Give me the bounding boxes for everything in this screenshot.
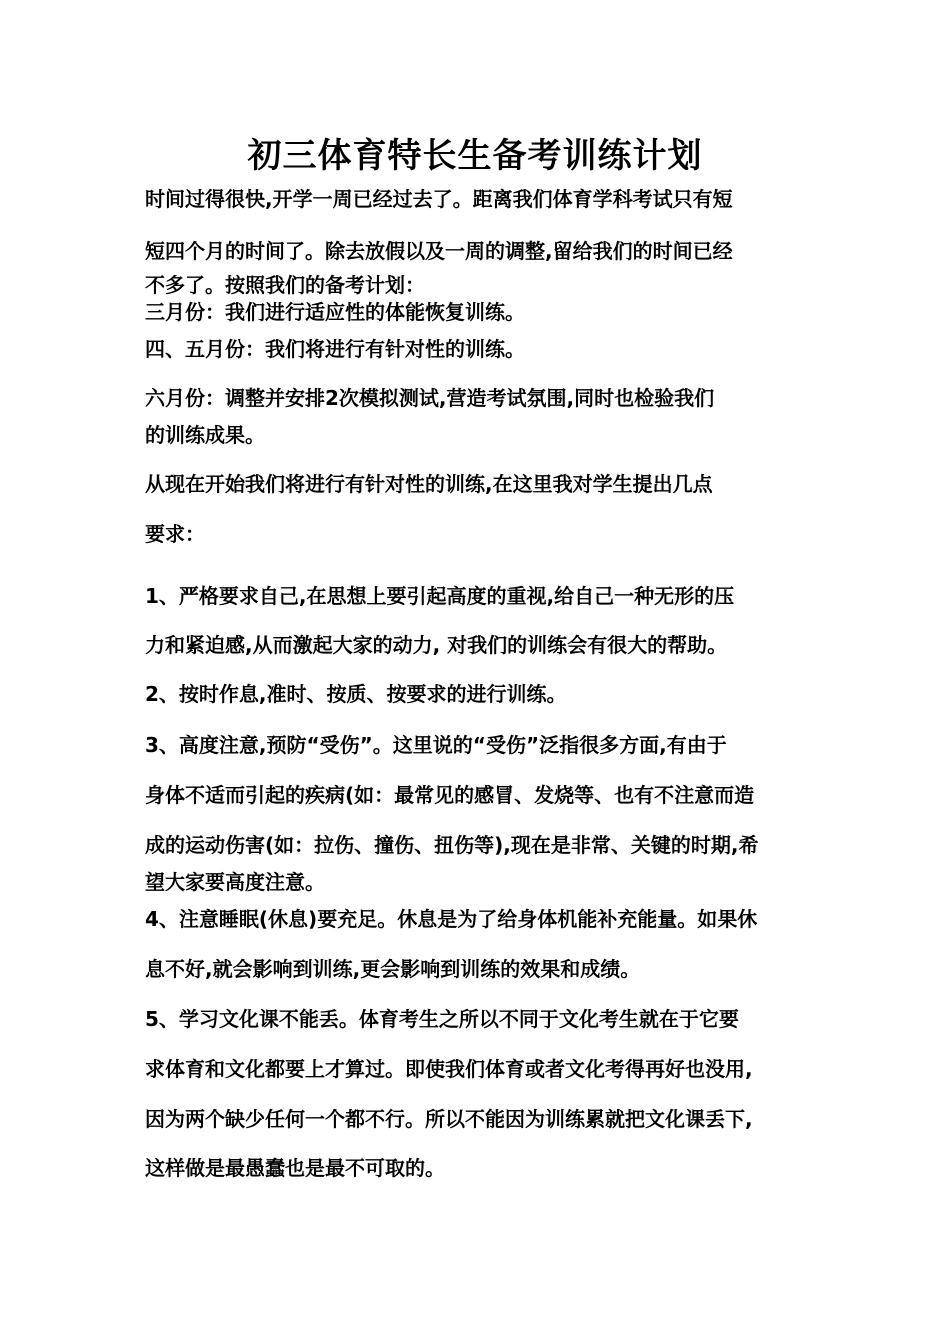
paragraph-line: 要求： <box>145 522 205 546</box>
list-item-line: 因为两个缺少任何一个都不行。所以不能因为训练累就把文化课丢下, <box>145 1107 753 1131</box>
paragraph-line: 的训练成果。 <box>145 423 265 447</box>
paragraph-line: 时间过得很快,开学一周已经过去了。距离我们体育学科考试只有短 <box>145 187 733 211</box>
list-item-line: 3、高度注意,预防“受伤”。这里说的“受伤”泛指很多方面,有由于 <box>145 733 727 757</box>
list-item-line: 身体不适而引起的疾病(如：最常见的感冒、发烧等、也有不注意而造 <box>145 783 755 807</box>
list-item-line: 5、学习文化课不能丢。体育考生之所以不同于文化考生就在于它要 <box>145 1007 739 1031</box>
list-item-line: 息不好,就会影响到训练,更会影响到训练的效果和成绩。 <box>145 957 641 981</box>
paragraph-line: 不多了。按照我们的备考计划： <box>145 273 425 297</box>
paragraph-line: 从现在开始我们将进行有针对性的训练,在这里我对学生提出几点 <box>145 472 713 496</box>
list-item-line: 2、按时作息,准时、按质、按要求的进行训练。 <box>145 682 567 706</box>
list-item-line: 求体育和文化都要上才算过。即使我们体育或者文化考得再好也没用, <box>145 1057 753 1081</box>
paragraph-line: 六月份：调整并安排2次模拟测试,营造考试氛围,同时也检验我们 <box>145 386 715 410</box>
list-item-line: 这样做是最愚蠢也是最不可取的。 <box>145 1156 445 1180</box>
paragraph-line: 短四个月的时间了。除去放假以及一周的调整,留给我们的时间已经 <box>145 239 733 263</box>
list-item-line: 望大家要高度注意。 <box>145 870 325 894</box>
paragraph-line: 三月份：我们进行适应性的体能恢复训练。 <box>145 300 525 324</box>
paragraph-line: 四、五月份：我们将进行有针对性的训练。 <box>145 337 525 361</box>
document-title: 初三体育特长生备考训练计划 <box>247 136 703 176</box>
list-item-line: 1、严格要求自己,在思想上要引起高度的重视,给自己一种无形的压 <box>145 584 735 608</box>
list-item-line: 4、注意睡眠(休息)要充足。休息是为了给身体机能补充能量。如果休 <box>145 907 758 931</box>
list-item-line: 成的运动伤害(如：拉伤、撞伤、扭伤等),现在是非常、关键的时期,希 <box>145 833 759 857</box>
list-item-line: 力和紧迫感,从而激起大家的动力, 对我们的训练会有很大的帮助。 <box>145 633 728 657</box>
